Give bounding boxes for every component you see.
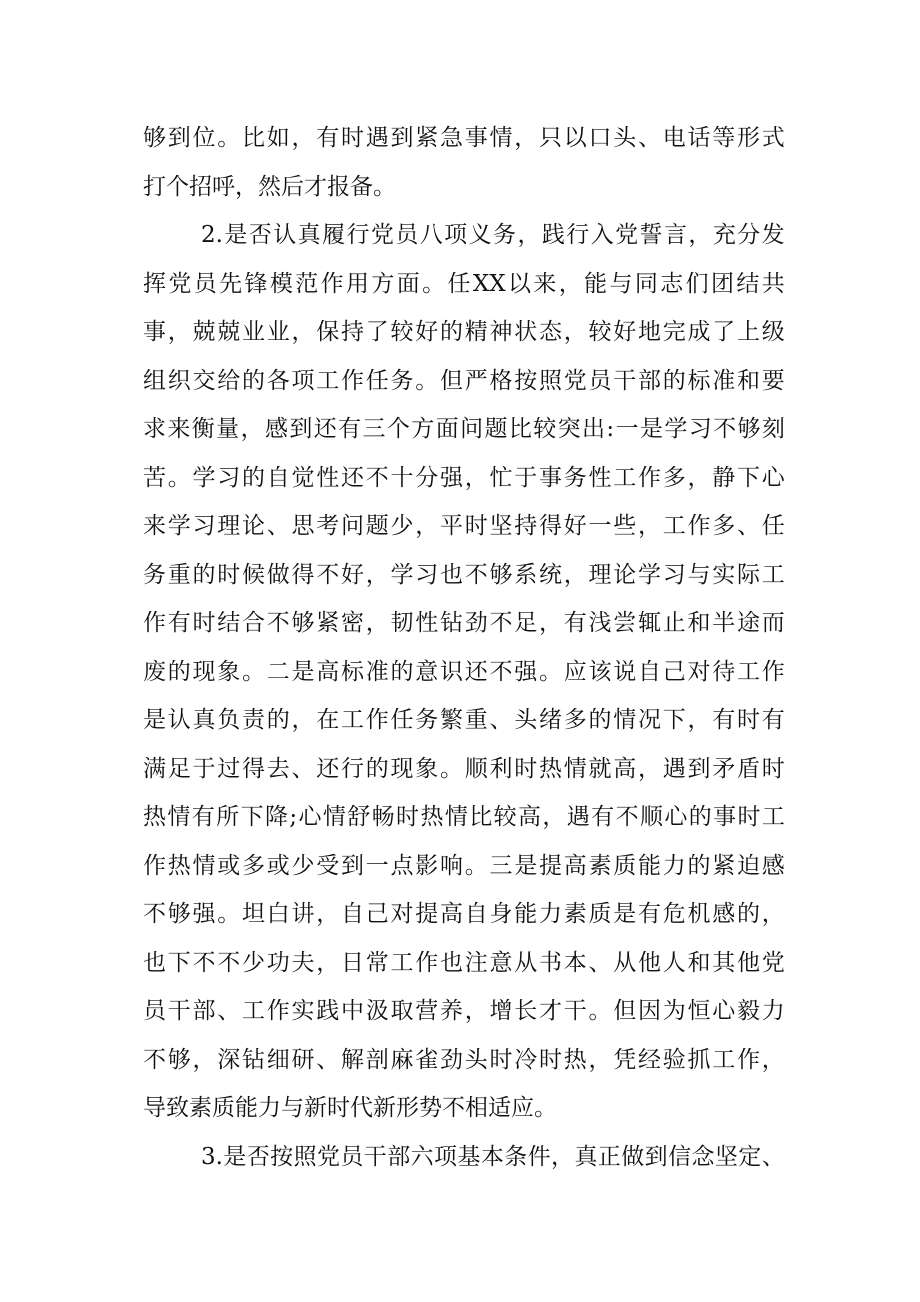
text-line: 求 来 衡 量 ， 感 到 还 有 三 个 方 面 问 题 比 较 突 出 : 一 是 学 习 不 够 刻 <box>143 416 785 442</box>
text-line: 够 到 位 。 比 如 ， 有 时 遇 到 紧 急 事 情 ， 只 以 口 头 、 电 话 等 形 式 <box>143 125 785 151</box>
text-line: 满 足 于 过 得 去 、 还 行 的 现 象 。 顺 利 时 热 情 就 高 ， 遇 到 矛 盾 时 <box>143 755 785 782</box>
text-line: 务 重 的 时 候 做 得 不 好 ， 学 习 也 不 够 系 统 ， 理 论 学 习 与 实 际 工 <box>143 561 785 588</box>
text-line: 来 学 习 理 论 、 思 考 问 题 少 ， 平 时 坚 持 得 好 一 些 ， 工 作 多 、 任 <box>143 513 785 539</box>
text-line: 也 下 不 不 少 功 夫 ， 日 常 工 作 也 注 意 从 书 本 、 从 他 人 和 其 他 党 <box>143 949 785 976</box>
text-line: 组 织 交 给 的 各 项 工 作 任 务 。 但 严 格 按 照 党 员 干 部 的 标 准 和 要 <box>143 367 785 394</box>
text-line: 打个招呼，然后才报备。 <box>143 173 396 200</box>
text-line: 挥 党 员 先 锋 模 范 作 用 方 面 。 任 XX 以 来 ， 能 与 同 志 们 团 结 共 <box>143 270 785 297</box>
text-line: 作 热 情 或 多 或 少 受 到 一 点 影 响 。 三 是 提 高 素 质 能 力 的 紧 迫 感 <box>143 852 785 879</box>
text-line: 2. 是 否 认 真 履 行 党 员 八 项 义 务 ， 践 行 入 党 誓 言 ， 充 分 发 <box>201 222 785 248</box>
text-line: 作 有 时 结 合 不 够 紧 密 ， 韧 性 钻 劲 不 足 ， 有 浅 尝 辄 止 和 半 途 而 <box>143 610 785 636</box>
body-text <box>143 114 785 1181</box>
text-line: 事 ， 兢 兢 业 业 ， 保 持 了 较 好 的 精 神 状 态 ， 较 好 地 完 成 了 上 级 <box>143 319 785 345</box>
text-line: 不 够 强 。 坦 白 讲 ， 自 己 对 提 高 自 身 能 力 素 质 是 有 危 机 感 的 ， <box>143 901 785 927</box>
text-line: 是 认 真 负 责 的 ， 在 工 作 任 务 繁 重 、 头 绪 多 的 情 况 下 ， 有 时 有 <box>143 707 785 733</box>
text-line: 不 够 ， 深 钻 细 研 、 解 剖 麻 雀 劲 头 时 冷 时 热 ， 凭 经 验 抓 工 作 ， <box>143 1046 785 1073</box>
text-line: 员 干 部 、 工 作 实 践 中 汲 取 营 养 ， 增 长 才 干 。 但 因 为 恒 心 毅 力 <box>143 998 785 1024</box>
text-line: 废 的 现 象 。 二 是 高 标 准 的 意 识 还 不 强 。 应 该 说 自 己 对 待 工 作 <box>143 658 785 685</box>
text-line: 热 情 有 所 下 降 ; 心 情 舒 畅 时 热 情 比 较 高 ， 遇 有 不 顺 心 的 事 时 工 <box>143 804 785 830</box>
text-line: 3. 是 否 按 照 党 员 干 部 六 项 基 本 条 件 ， 真 正 做 到 信 念 坚 定 、 <box>201 1143 785 1170</box>
text-line: 导致素质能力与新时代新形势不相适应。 <box>143 1095 557 1121</box>
text-line: 苦 。 学 习 的 自 觉 性 还 不 十 分 强 ， 忙 于 事 务 性 工 作 多 ， 静 下 心 <box>143 464 785 491</box>
